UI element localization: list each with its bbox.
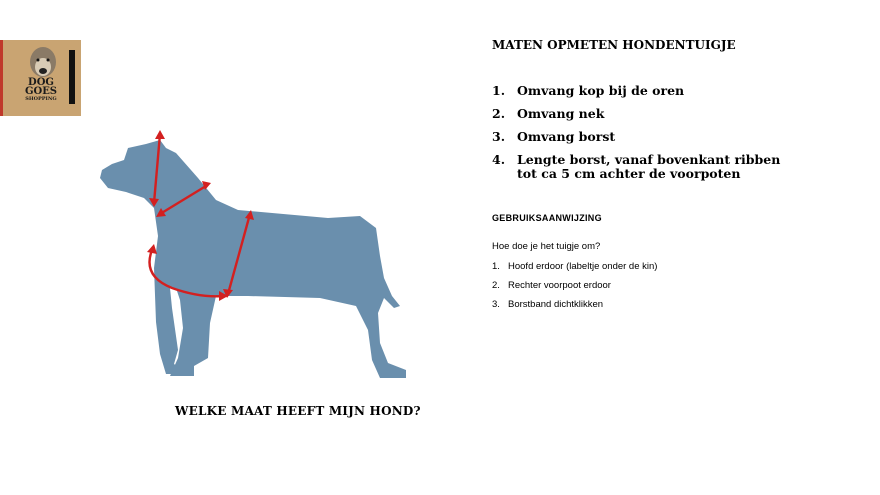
list-item — [492, 261, 657, 272]
dog-silhouette-figure — [88, 118, 418, 386]
brand-line-1: DOG — [28, 77, 54, 88]
usage-steps — [492, 261, 657, 318]
list-item — [492, 153, 792, 181]
item-number: 1. — [492, 83, 506, 98]
step-text: Hoofd erdoor (labeltje onder de kin) — [508, 261, 658, 272]
list-item — [492, 280, 657, 291]
item-number: 4. — [492, 152, 506, 167]
item-number: 3. — [492, 129, 506, 144]
list-item — [492, 107, 792, 121]
usage-heading: GEBRUIKSAANWIJZING — [492, 213, 602, 223]
step-number: 2. — [492, 280, 500, 291]
step-number: 3. — [492, 299, 500, 310]
brand-line-2: GOES — [24, 86, 58, 97]
measure-list — [492, 84, 792, 190]
logo-label-strip — [69, 50, 75, 104]
step-text: Rechter voorpoot erdoor — [508, 280, 611, 291]
item-text: Omvang borst — [517, 129, 616, 144]
list-item — [492, 84, 792, 98]
brand-name — [19, 78, 63, 102]
item-text: Lengte borst, vanaf bovenkant ribben tot ca 5 cm achter de voorpoten — [517, 152, 781, 181]
item-number: 2. — [492, 106, 506, 121]
usage-question: Hoe doe je het tuigje om? — [492, 241, 601, 252]
dog-silhouette — [100, 140, 406, 378]
item-text: Omvang nek — [517, 106, 605, 121]
step-number: 1. — [492, 261, 500, 272]
brand-line-3: SHOPPING — [25, 96, 57, 102]
list-item — [492, 130, 792, 144]
figure-caption: WELKE MAAT HEEFT MIJN HOND? — [175, 404, 421, 418]
arrow-chest-length-tip-top — [147, 244, 157, 254]
list-item — [492, 299, 657, 310]
step-text: Borstband dichtklikken — [508, 299, 604, 310]
arrow-head-circumference-tip-top — [155, 130, 165, 139]
measure-title: MATEN OPMETEN HONDENTUIGJE — [492, 38, 736, 52]
item-text: Omvang kop bij de oren — [517, 83, 685, 98]
brand-logo — [0, 40, 81, 116]
